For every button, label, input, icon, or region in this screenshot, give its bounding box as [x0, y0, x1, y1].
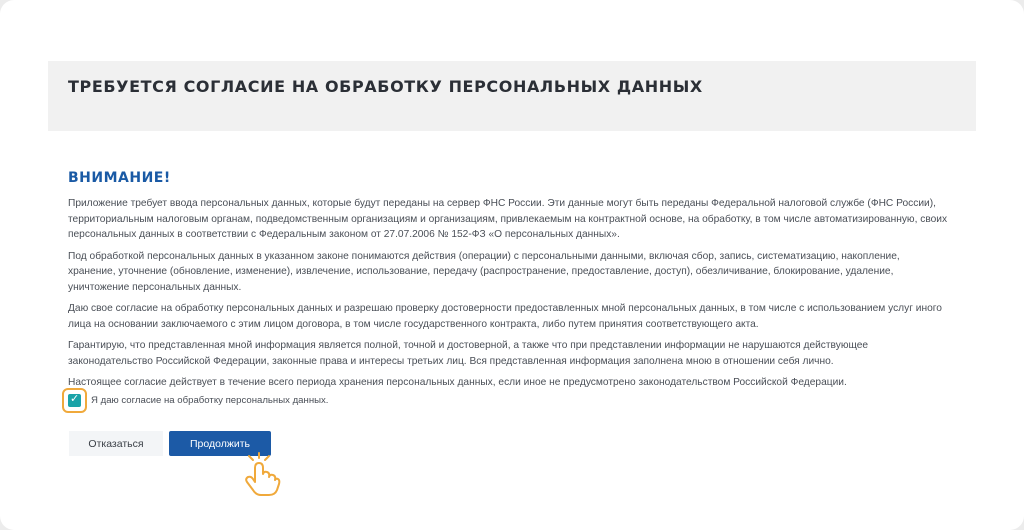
paragraph-intro: Приложение требует ввода персональных данных, которые будут переданы на сервер ФНС России. Эти данные могут быть переданы Федеральной налоговой службе (ФНС России), территориальным налоговым органам, подведомственным организациям и организациям, привлекаемым на контрактной основе, на обработку, в том числе автоматизированную, своих персональных данных в соответствии с Федеральным законом от 27.07.2006 № 152-ФЗ «О персональных данных».	[68, 198, 948, 240]
paragraph-validity: Настоящее согласие действует в течение всего периода хранения персональных данных, если иное не предусмотрено законодательством Российской Федерации.	[68, 377, 847, 388]
paragraph-guarantee: Гарантирую, что представленная мной информация является полной, точной и достоверной, а также что при представлении информации не нарушаются действующее законодательство Российской Федерации, законные права и интересы третьих лиц. Вся представленная информация заполнена мною в отношении себя лично.	[68, 340, 869, 367]
consent-checkbox-label[interactable]: Я даю согласие на обработку персональных данных.	[91, 395, 329, 406]
consent-checkbox[interactable]	[68, 394, 81, 407]
paragraph-processing-definition: Под обработкой персональных данных в указанном законе понимаются действия (операции) с персональными данными, включая сбор, запись, систематизацию, накопление, хранение, уточнение (обновление, изменение), извлечение, использование, передачу (распространение, предоставление, доступ), обезличивание, блокирование, удаление, уничтожение персональных данных.	[68, 250, 900, 293]
page-title: ТРЕБУЕТСЯ СОГЛАСИЕ НА ОБРАБОТКУ ПЕРСОНАЛЬНЫХ ДАННЫХ	[68, 77, 703, 96]
warning-heading: ВНИМАНИЕ!	[68, 170, 171, 186]
checkmark-icon: ✓	[70, 392, 80, 405]
decline-button[interactable]: Отказаться	[69, 431, 163, 456]
continue-button[interactable]: Продолжить	[169, 431, 271, 456]
paragraph-consent: Даю свое согласие на обработку персональных данных и разрешаю проверку достоверности предоставленных мной персональных данных, в том числе с использованием услуг иного лица на основании заключаемого с этим лицом договора, в том числе государственного контракта, либо путем принятия соответствующего акта.	[68, 303, 942, 330]
hand-pointer-icon	[240, 452, 282, 496]
dialog-header	[48, 61, 976, 131]
consent-text-body	[68, 170, 948, 397]
